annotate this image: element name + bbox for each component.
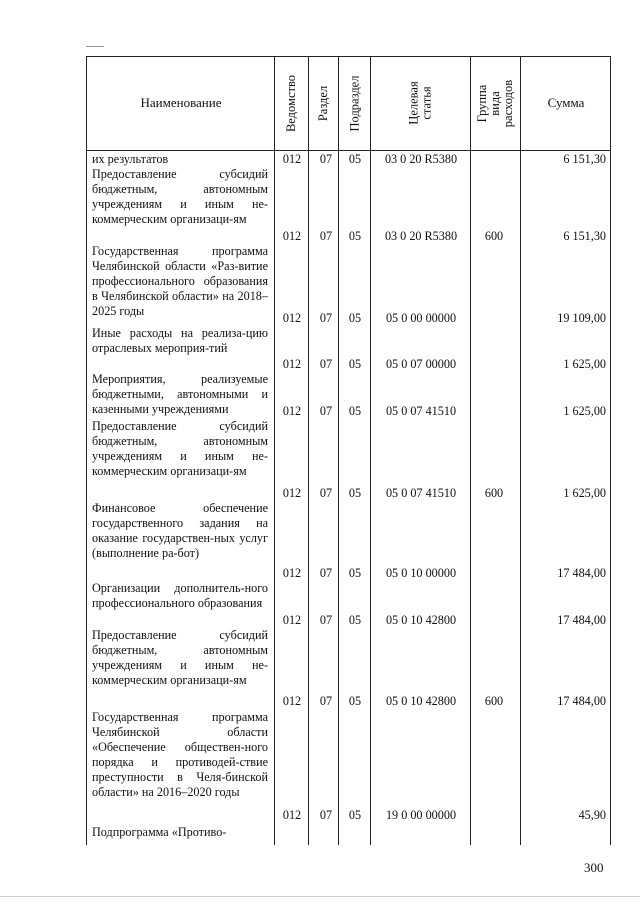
page-number: 300: [584, 860, 604, 875]
row-vedomstvo: 012: [282, 357, 302, 371]
row-podrazdel: 05: [348, 229, 362, 243]
row-vedomstvo: 012: [282, 152, 302, 166]
row-vedomstvo: 012: [282, 808, 302, 822]
row-razdel: 07: [319, 311, 333, 325]
row-podrazdel: 05: [348, 566, 362, 580]
row-razdel: 07: [319, 566, 333, 580]
row-name: Организации дополнитель-ного профессионального образования: [92, 581, 268, 610]
header-summa: Сумма: [547, 95, 585, 110]
top-margin-mark: [86, 46, 104, 47]
row-razdel: 07: [319, 613, 333, 627]
row-razdel: 07: [319, 694, 333, 708]
header-celevaya-statya: Целевая статья: [406, 81, 434, 125]
row-podrazdel: 05: [348, 486, 362, 500]
row-name: Предоставление субсидий бюджетным, автономным учреждениям и иным не-коммерческим организаци-ям: [92, 167, 268, 226]
row-celevaya-statya: 05 0 10 00000: [385, 566, 457, 580]
row-name: Финансовое обеспечение государственного задания на оказание государствен-ных услуг (выполнение ра-бот): [92, 501, 268, 560]
row-summa: 17 484,00: [557, 613, 606, 627]
col-border-left: [86, 56, 87, 845]
row-gruppa: 600: [484, 694, 504, 708]
row-vedomstvo: 012: [282, 486, 302, 500]
col-border-4: [370, 56, 371, 845]
row-name: Предоставление субсидий бюджетным, автономным учреждениям и иным не-коммерческим организаци-ям: [92, 628, 268, 687]
row-celevaya-statya: 03 0 20 R5380: [384, 152, 458, 166]
row-vedomstvo: 012: [282, 311, 302, 325]
row-vedomstvo: 012: [282, 694, 302, 708]
row-name: Подпрограмма «Противо-: [92, 825, 227, 839]
col-border-5: [470, 56, 471, 845]
row-summa: 6 151,30: [563, 152, 606, 166]
row-celevaya-statya: 05 0 07 41510: [385, 486, 457, 500]
row-vedomstvo: 012: [282, 566, 302, 580]
col-border-2: [308, 56, 309, 845]
row-podrazdel: 05: [348, 808, 362, 822]
row-summa: 1 625,00: [563, 486, 606, 500]
row-razdel: 07: [319, 357, 333, 371]
row-celevaya-statya: 05 0 10 42800: [385, 613, 457, 627]
row-podrazdel: 05: [348, 311, 362, 325]
row-summa: 17 484,00: [557, 566, 606, 580]
row-vedomstvo: 012: [282, 404, 302, 418]
row-vedomstvo: 012: [282, 613, 302, 627]
row-name: Предоставление субсидий бюджетным, автономным учреждениям и иным не-коммерческим организаци-ям: [92, 419, 268, 478]
row-celevaya-statya: 19 0 00 00000: [385, 808, 457, 822]
row-celevaya-statya: 05 0 07 00000: [385, 357, 457, 371]
header-bottom-border: [86, 150, 610, 151]
row-celevaya-statya: 03 0 20 R5380: [384, 229, 458, 243]
row-summa: 1 625,00: [563, 404, 606, 418]
row-podrazdel: 05: [348, 613, 362, 627]
col-border-6: [520, 56, 521, 845]
row-celevaya-statya: 05 0 07 41510: [385, 404, 457, 418]
row-podrazdel: 05: [348, 357, 362, 371]
col-border-3: [338, 56, 339, 845]
row-vedomstvo: 012: [282, 229, 302, 243]
col-border-1: [274, 56, 275, 845]
row-podrazdel: 05: [348, 152, 362, 166]
row-podrazdel: 05: [348, 404, 362, 418]
row-name: Государственная программа Челябинской области «Раз-витие профессионального образования в Челябинской области» на 2018–2025 годы: [92, 244, 268, 318]
header-podrazdel: Подраздел: [347, 75, 361, 131]
col-border-right: [610, 56, 611, 845]
row-razdel: 07: [319, 152, 333, 166]
row-name: их результатов: [92, 152, 169, 166]
row-summa: 6 151,30: [563, 229, 606, 243]
row-name: Государственная программа Челябинской области «Обеспечение обществен-ного порядка и противодей-ствие преступности в Челя-бинской области» на 2016–2020 годы: [92, 710, 268, 799]
row-razdel: 07: [319, 229, 333, 243]
header-vedomstvo: Ведомство: [284, 74, 298, 132]
row-name: Мероприятия, реализуемые бюджетными, автономными и казенными учреждениями: [92, 372, 268, 416]
row-summa: 17 484,00: [557, 694, 606, 708]
row-razdel: 07: [319, 404, 333, 418]
row-podrazdel: 05: [348, 694, 362, 708]
row-gruppa: 600: [484, 229, 504, 243]
row-celevaya-statya: 05 0 00 00000: [385, 311, 457, 325]
header-gruppa-vida-rashodov: Группа вида расходов: [475, 79, 515, 127]
row-celevaya-statya: 05 0 10 42800: [385, 694, 457, 708]
page-bottom-edge: [0, 896, 640, 897]
row-name: Иные расходы на реализа-цию отраслевых мероприя-тий: [92, 326, 268, 355]
header-name: Наименование: [140, 95, 222, 110]
row-summa: 19 109,00: [557, 311, 606, 325]
row-razdel: 07: [319, 808, 333, 822]
row-razdel: 07: [319, 486, 333, 500]
row-summa: 1 625,00: [563, 357, 606, 371]
row-summa: 45,90: [578, 808, 606, 822]
row-gruppa: 600: [484, 486, 504, 500]
header-razdel: Раздел: [316, 85, 331, 121]
